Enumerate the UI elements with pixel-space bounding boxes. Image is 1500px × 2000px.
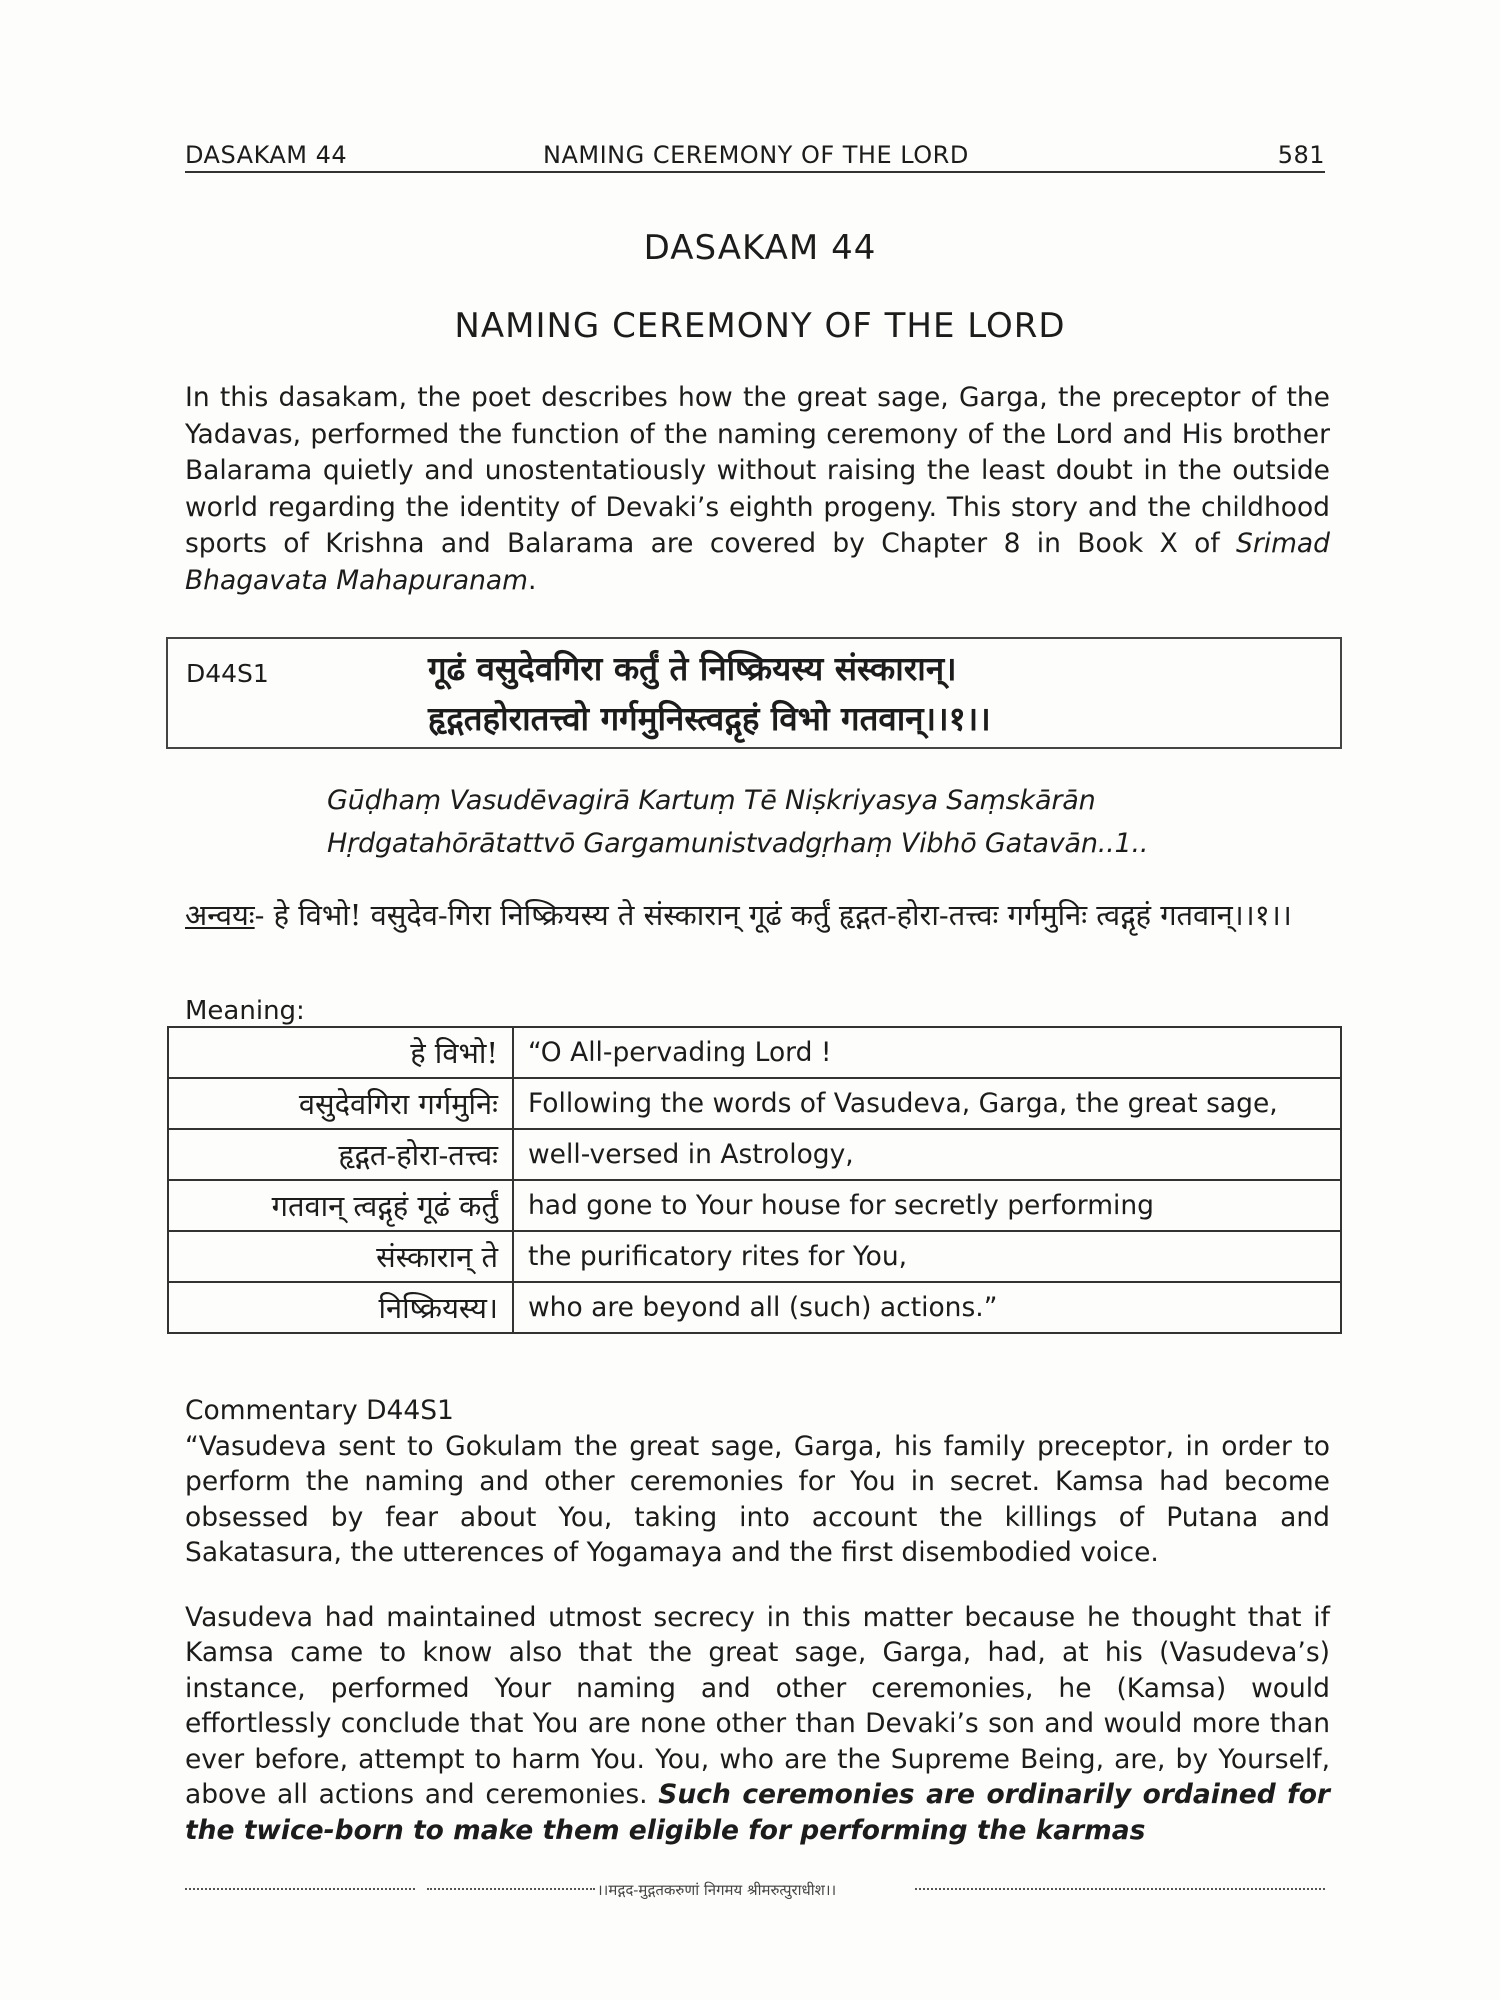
meaning-table [167,1026,1342,1334]
footer-text: ।।मद्गद-मुद्गतकरुणां निगमय श्रीमरुत्पुराधीश।। [597,1881,837,1899]
table-row [168,1180,1341,1231]
table-row [168,1027,1341,1078]
anvaya-label: अन्वयः [185,898,255,932]
intro-paragraph [185,380,1330,599]
header-chapter-label: DASAKAM 44 [185,141,348,169]
sanskrit-cell: हे विभो! [168,1027,513,1078]
sanskrit-cell: वसुदेवगिरा गर्गमुनिः [168,1078,513,1129]
transliteration-line-2: Hṛdgatahōrātattvō Gargamunistvadgṛhaṃ Vibhō Gatavān..1.. [327,828,1149,859]
table-row [168,1129,1341,1180]
book-title: Srimad Bhagavata Mahapuranam [185,528,1330,596]
anvaya-text: - हे विभो! वसुदेव-गिरा निष्क्रियस्य ते संस्कारान् गूढं कर्तुं हृद्गत-होरा-तत्त्वः गर्गमुनिः त्वद्गृहं गतवान्।।१।। [254,898,1292,932]
intro-text: In this dasakam, the poet describes how the great sage, Garga, the preceptor of the Yadavas, performed the function of the naming ceremony of the Lord and His brother Balarama quietly and unostentatiously without raising the least doubt in the outside world regarding the identity of Devaki’s eighth progeny. This story and the childhood sports of Krishna and Balarama are covered by Chapter 8 in Book X of [185,382,1330,559]
commentary-section [185,1393,1330,1877]
english-cell: had gone to Your house for secretly performing [513,1180,1341,1231]
commentary-paragraph-1: “Vasudeva sent to Gokulam the great sage, Garga, his family preceptor, in order to perform the naming and other ceremonies for You in secret. Kamsa had become obsessed by fear about You, taking into account the killings of Putana and Sakatasura, the utterences of Yogamaya and the first disembodied voice. [185,1430,1330,1568]
page-number: 581 [1277,141,1325,169]
commentary-paragraph-2 [185,1600,1330,1849]
running-header [185,137,1325,173]
anvaya [185,887,1335,943]
footer-dotted-line [915,1888,1325,1890]
english-cell: Following the words of Vasudeva, Garga, the great sage, [513,1078,1341,1129]
english-cell: “O All-pervading Lord ! [513,1027,1341,1078]
footer-dotted-line [427,1888,595,1890]
header-chapter-title: NAMING CEREMONY OF THE LORD [543,141,969,169]
english-cell: the purificatory rites for You, [513,1231,1341,1282]
commentary-emphasis: Such ceremonies are ordinarily ordained for the twice-born to make them eligible for performing the karmas [185,1779,1330,1846]
table-row [168,1078,1341,1129]
table-row [168,1231,1341,1282]
sanskrit-cell: निष्क्रियस्य। [168,1282,513,1333]
commentary-heading: Commentary D44S1 [185,1395,454,1426]
meaning-label: Meaning: [185,996,305,1026]
sanskrit-cell: हृद्गत-होरा-तत्त्वः [168,1129,513,1180]
table-row [168,1282,1341,1333]
verse-id: D44S1 [186,659,269,688]
transliteration-line-1: Gūḍhaṃ Vasudēvagirā Kartuṃ Tē Niṣkriyasya Saṃskārān [327,785,1096,816]
footer-rule [185,1880,1325,1904]
intro-end: . [528,564,537,596]
verse-line-1: गूढं वसुदेवगिरा कर्तुं ते निष्क्रियस्य संस्कारान्। [428,649,957,688]
chapter-title: NAMING CEREMONY OF THE LORD [454,306,1066,346]
verse-line-2: हृद्गतहोरातत्त्वो गर्गमुनिस्त्वद्गृहं विभो गतवान्।।१।। [428,699,991,738]
sanskrit-cell: संस्कारान् ते [168,1231,513,1282]
footer-dotted-line [185,1888,415,1890]
sanskrit-cell: गतवान् त्वद्गृहं गूढं कर्तुं [168,1180,513,1231]
verse-box [166,637,1342,749]
english-cell: well-versed in Astrology, [513,1129,1341,1180]
chapter-number: DASAKAM 44 [643,228,877,268]
english-cell: who are beyond all (such) actions.” [513,1282,1341,1333]
commentary-text: Vasudeva had maintained utmost secrecy in this matter because he thought that if Kamsa came to know also that the great sage, Garga, had, at his (Vasudeva’s) instance, performed Your naming and other ceremonies, he (Kamsa) would effortlessly conclude that You are none other than Devaki’s son and would more than ever before, attempt to harm You. You, who are the Supreme Being, are, by Yourself, above all actions and ceremonies. [185,1601,1330,1810]
